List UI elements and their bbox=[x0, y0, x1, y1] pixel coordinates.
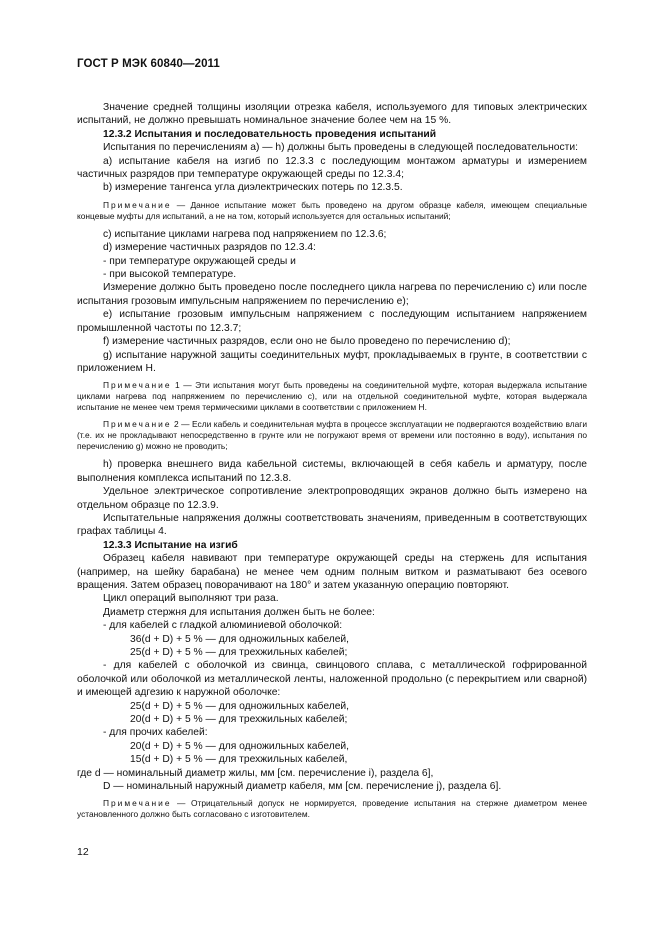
list-item-g: g) испытание наружной защиты соединительных муфт, прокладываемых в грунте, в соответствии с приложением Н. bbox=[77, 349, 587, 374]
page-number: 12 bbox=[77, 846, 89, 858]
paragraph: Образец кабеля навивают при температуре окружающей среды на стержень для испытания (например, на шейку барабана) не менее чем одним полным витком и разматывают без осевого вращения. Затем образец поворачивают на 180° и затем указанную операцию повторяют. bbox=[77, 553, 587, 591]
sub-item: - для кабелей с оболочкой из свинца, свинцового сплава, с металлической гофрированной оболочкой или оболочкой из металлической ленты, наложенной продольно (с перекрытием или сварной) и имеющей адгезию к наружной оболочке: bbox=[77, 660, 587, 699]
note-text: 1 — Эти испытания могут быть проведены на соединительной муфте, которая выдержала испытание циклами нагрева под напряжением по перечислению c), или на отдельной соединительной муфте, которая выдержала испытание не менее чем тремя термическими циклами в соответствии с приложением Н. bbox=[77, 380, 587, 413]
formula-line: 15(d + D) + 5 % — для трехжильных кабелей, bbox=[130, 754, 348, 766]
note bbox=[77, 798, 587, 820]
note-1 bbox=[77, 380, 587, 413]
formula-line: 20(d + D) + 5 % — для одножильных кабелей, bbox=[130, 740, 350, 752]
list-item-d: d) измерение частичных разрядов по 12.3.4: bbox=[103, 242, 316, 254]
list-item-c: c) испытание циклами нагрева под напряжением по 12.3.6; bbox=[103, 228, 387, 240]
paragraph: Удельное электрическое сопротивление электропроводящих экранов должно быть измерено на отдельном образце по 12.3.9. bbox=[77, 486, 587, 511]
paragraph: Испытания по перечислениям а) — h) должны быть проведены в следующей последовательности: bbox=[103, 142, 578, 154]
sub-item: - для прочих кабелей: bbox=[103, 727, 208, 739]
definition-line: где d — номинальный диаметр жилы, мм [см. перечисление i), раздела 6], bbox=[77, 767, 434, 779]
definition-line: D — номинальный наружный диаметр кабеля, мм [см. перечисление j), раздела 6]. bbox=[103, 781, 502, 793]
formula-line: 20(d + D) + 5 % — для трехжильных кабелей; bbox=[130, 714, 348, 726]
sub-item: - для кабелей с гладкой алюминиевой оболочкой: bbox=[103, 620, 343, 632]
note-text: — Данное испытание может быть проведено на другом образце кабеля, имеющем специальные концевые муфты для испытаний, а не на том, который используется для остальных испытаний; bbox=[77, 199, 587, 221]
page-body bbox=[77, 101, 587, 826]
section-heading-12-3-2: 12.3.2 Испытания и последовательность проведения испытаний bbox=[103, 128, 437, 140]
note-label: Примечание bbox=[103, 798, 172, 809]
note bbox=[77, 200, 587, 222]
formula-line: 25(d + D) + 5 % — для одножильных кабелей, bbox=[130, 700, 350, 712]
sub-item: - при температуре окружающей среды и bbox=[103, 255, 296, 267]
paragraph: Испытательные напряжения должны соответствовать значениям, приведенным в соответствующих графах таблицы 4. bbox=[77, 512, 587, 538]
note-2 bbox=[77, 419, 587, 452]
list-item-f: f) измерение частичных разрядов, если оно не было проведено по перечислению d); bbox=[103, 336, 511, 348]
paragraph: Значение средней толщины изоляции отрезка кабеля, используемого для типовых электрических испытаний, не должно превышать номинальное значение более чем на 15 %. bbox=[77, 102, 587, 127]
note-label: Примечание bbox=[103, 199, 172, 210]
paragraph: Диаметр стержня для испытания должен быть не более: bbox=[103, 606, 375, 618]
formula-line: 25(d + D) + 5 % — для трехжильных кабелей; bbox=[130, 647, 348, 658]
list-item-h: h) проверка внешнего вида кабельной системы, включающей в себя кабель и арматуру, после выполнения комплекса испытаний по 12.3.8. bbox=[77, 459, 587, 484]
note-text: — Отрицательный допуск не нормируется, проведение испытания на стержне диаметром менее установленного должно быть согласовано с изготовителем. bbox=[77, 798, 587, 820]
standard-header: ГОСТ Р МЭК 60840—2011 bbox=[77, 58, 220, 70]
list-item-a: a) испытание кабеля на изгиб по 12.3.3 с последующим монтажом арматуры и измерением частичных разрядов при температуре окружающей среды по 12.3.4; bbox=[77, 155, 587, 181]
list-item-b: b) измерение тангенса угла диэлектрических потерь по 12.3.5. bbox=[103, 182, 403, 194]
sub-item: - при высокой температуре. bbox=[103, 269, 237, 281]
note-text: 2 — Если кабель и соединительная муфта в процессе эксплуатации не подвергаются воздействию влаги (т.е. их не прокладывают непосредственно в грунте или не погружают время от времени или постоянно в воду), испытания по перечислению g) можно не проводить; bbox=[77, 419, 587, 452]
list-item-e: e) испытание грозовым импульсным напряжением с последующим испытанием напряжением промышленной частоты по 12.3.7; bbox=[77, 309, 587, 334]
note-label: Примечание bbox=[103, 419, 172, 430]
paragraph: Измерение должно быть проведено после последнего цикла нагрева по перечислению c) или после испытания грозовым импульсным напряжением по перечислению e); bbox=[77, 282, 587, 307]
section-heading-12-3-3: 12.3.3 Испытание на изгиб bbox=[103, 539, 238, 551]
formula-line: 36(d + D) + 5 % — для одножильных кабелей, bbox=[130, 633, 350, 645]
note-label: Примечание bbox=[103, 380, 172, 391]
paragraph: Цикл операций выполняют три раза. bbox=[103, 593, 279, 605]
